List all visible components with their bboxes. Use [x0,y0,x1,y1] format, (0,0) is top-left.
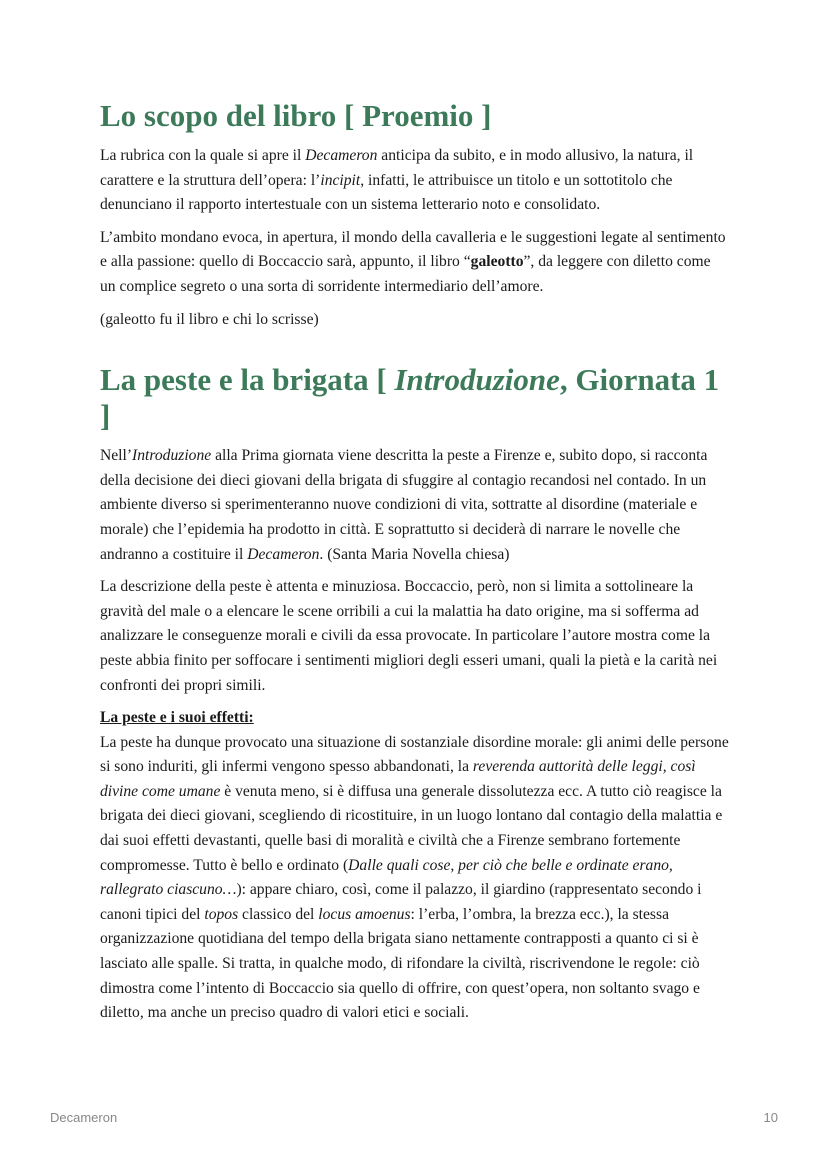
italic-text: locus amoenus [318,905,411,923]
heading-text: , Giornata 1 ] [100,362,720,434]
italic-text: Introduzione [132,447,212,465]
document-page [100,98,730,1034]
text-run: Nell’ [100,447,133,465]
heading-text: La peste e la brigata [ [100,362,395,398]
text-run: : l’erba, l’ombra, la brezza ecc.), la stessa organizzazione quotidiana del tempo della brigata siano nettamente contrapposti a quanto ci si è lasciato alle spalle. Si tratta, in qualche modo, di rifondare la civiltà, riscrivendone le regole: ciò dimostra come l’intento di Boccaccio sia quello di offrire, con quest’opera, non soltanto svago e diletto, ma anche un preciso quadro di valori etici e sociali. [100,905,700,1022]
italic-text: Decameron [305,147,378,164]
paragraph [100,226,730,300]
paragraph [100,444,730,567]
text-run: classico del [238,905,319,923]
paragraph [100,144,730,218]
text-run: ”, da leggere con diletto come un complice segreto o una sorta di sorridente intermediario dell’amore. [100,253,711,295]
section-heading-proemio: Lo scopo del libro [ Proemio ] [100,98,492,133]
text-run: alla Prima giornata viene descritta la peste a Firenze e, subito dopo, si racconta della decisione dei dieci giovani della brigata di sfuggire al contagio recandosi nel contado. In un ambiente diverso si sperimenteranno nuove condizioni di vita, sottratte al disordine (materiale e morale) che l’epidemia ha prodotto in città. E soprattutto si deciderà di narrare le novelle che andranno a costituire il [100,447,708,563]
italic-text: topos [204,905,239,923]
text-run: anticipa da subito, e in modo allusivo, la natura, il carattere e la struttura dell’opera: l’ [100,147,694,189]
bold-text: galeotto [470,253,524,271]
subheading: La peste e i suoi effetti: [100,709,254,727]
text-run: La peste ha dunque provocato una situazione di sostanziale disordine morale: gli animi delle persone si sono induriti, gli infermi vengono spesso abbandonati, la [100,733,729,776]
italic-text: incipit [320,171,361,189]
text-run: L’ambito mondano evoca, in apertura, il mondo della cavalleria e le suggestioni legate al sentimento e alla passione: quello di Boccaccio sarà, appunto, il libro “ [100,228,726,271]
paragraph: La descrizione della peste è attenta e minuziosa. Boccaccio, però, non si limita a sottolineare la gravità del male o a elencare le scene orribili a cui la malattia ha dato origine, ma si sofferma ad analizzare le conseguenze morali e civili da essa provocate. In particolare l’autore mostra come la peste abbia finito per soffocare i sentimenti migliori degli esseri umani, quali la pietà e la carità nei confronti dei propri simili. [100,578,718,694]
italic-text: Dalle quali cose, per ciò che belle e ordinate erano, rallegrato ciascuno… [100,856,673,899]
section-heading-introduzione [100,362,730,434]
text-run: . (Santa Maria Novella chiesa) [319,545,510,563]
paragraph: (galeotto fu il libro e chi lo scrisse) [100,310,319,328]
paragraph [100,731,730,1026]
text-run: è venuta meno, si è diffusa una generale dissolutezza ecc. A tutto ciò reagisce la brigata dei dieci giovani, scegliendo di ricostituire, in un luogo lontano dal contagio della malattia e dai suoi effetti devastanti, quelle basi di moralità e civiltà che a Firenze sembrano fortemente compromesse. Tutto è bello e ordinato ( [100,782,723,874]
page-number: 10 [763,1110,778,1125]
italic-text: reverenda auttorità delle leggi, così divine come umane [100,758,696,800]
italic-text: Decameron [247,545,320,563]
footer-document-title: Decameron [50,1110,118,1125]
text-run: La rubrica con la quale si apre il [100,147,306,164]
text-run: , infatti, le attribuisce un titolo e un sottotitolo che denunciano il rapporto intertestuale con un sistema letterario noto e consolidato. [100,171,673,214]
text-run: ): appare chiaro, così, come il palazzo, il giardino (rappresentato secondo i canoni tipici del [100,881,702,923]
heading-italic-text: Introduzione [394,362,560,398]
